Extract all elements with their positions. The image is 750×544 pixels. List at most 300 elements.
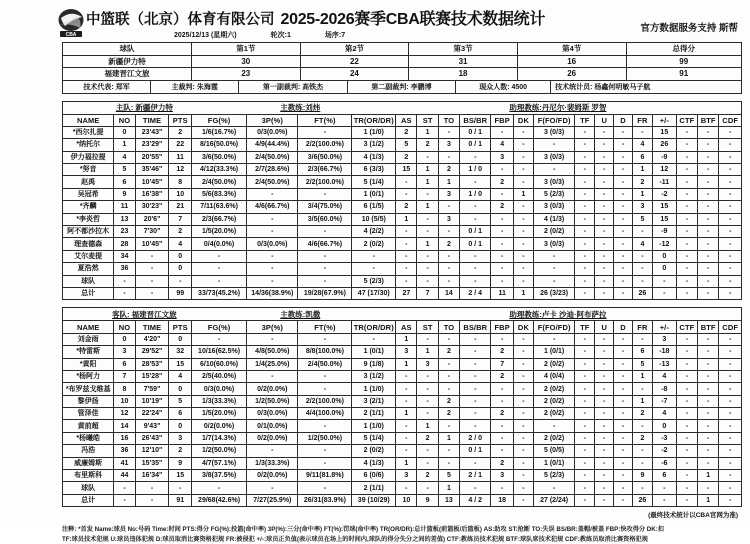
home-r8-bsbr: 0 / 1 xyxy=(460,226,491,238)
home-r8-fbp: - xyxy=(491,226,514,238)
away-r2-no: 6 xyxy=(114,358,135,370)
away-col-name: NAME xyxy=(63,321,114,333)
away-r2-u: - xyxy=(595,358,614,370)
away-r6-bsbr: - xyxy=(460,408,491,420)
table-row xyxy=(63,358,742,370)
home-r4-p3: 2/4(50.0%) xyxy=(247,176,298,188)
away-r7-cdf: - xyxy=(719,420,742,432)
away-r0-pts: 0 xyxy=(169,333,192,345)
home-r10-fg: - xyxy=(192,250,247,262)
away-r0-tr: - xyxy=(352,333,396,345)
away-r6-fbp: 2 xyxy=(491,408,514,420)
away-assistant-coach: 助理教练:卢卡 沙迪·阿布萨拉 xyxy=(509,309,607,319)
home-r1-fr: 4 xyxy=(632,139,652,151)
away-r5-to: 2 xyxy=(438,395,459,407)
away-r8-tf: - xyxy=(575,432,595,444)
away-r2-fr: 5 xyxy=(632,358,652,370)
away-r4-no: 8 xyxy=(114,383,135,395)
away-r12-fr: - xyxy=(632,482,652,494)
away-r13-fg: 29/68(42.6%) xyxy=(192,494,247,506)
score-col-q2: 第2节 xyxy=(300,43,409,56)
away-r3-pts: 4 xyxy=(169,370,192,382)
away-r11-fbp: 3 xyxy=(491,470,514,482)
home-r7-bsbr: - xyxy=(460,213,491,225)
away-r6-btf: - xyxy=(698,408,719,420)
home-r1-time: 23'29" xyxy=(135,139,169,151)
home-r5-cdf: - xyxy=(719,188,742,200)
home-r9-fg: 0/4(0.0%) xyxy=(192,238,247,250)
away-r6-st: - xyxy=(417,408,438,420)
home-r0-time: 23'43" xyxy=(135,126,169,138)
away-r0-fbp: - xyxy=(491,333,514,345)
home-head-coach: 主教练:刘炜 xyxy=(280,103,321,112)
away-r5-f: 2 (0/2) xyxy=(533,395,574,407)
away-r5-name: 黎伊扬 xyxy=(63,395,114,407)
home-r9-time: 10'45" xyxy=(135,238,169,250)
home-r12-ctf: - xyxy=(676,275,697,287)
home-r7-fbp: - xyxy=(491,213,514,225)
home-r7-ctf: - xyxy=(676,213,697,225)
away-r4-to: - xyxy=(438,383,459,395)
home-q4: 16 xyxy=(517,55,626,68)
home-r10-d: - xyxy=(614,250,633,262)
home-col-tf: TF xyxy=(575,114,595,126)
away-r7-fbp: - xyxy=(491,420,514,432)
home-total: 99 xyxy=(626,55,742,68)
home-team-name: 新疆伊力特 xyxy=(63,55,192,68)
home-r3-as: 15 xyxy=(396,164,417,176)
away-r0-d: - xyxy=(614,333,633,345)
home-r11-time: - xyxy=(135,263,169,275)
away-r6-name: 管泽佳 xyxy=(63,408,114,420)
official-umpire-1: 第一副裁判: 高铁杰 xyxy=(239,81,347,93)
away-r10-f: 1 (0/1) xyxy=(533,457,574,469)
home-r1-ctf: - xyxy=(676,139,697,151)
home-r8-name: 阿不都沙拉木 xyxy=(63,226,114,238)
away-r5-cdf: - xyxy=(719,395,742,407)
table-row xyxy=(63,151,742,163)
away-r10-ctf: - xyxy=(676,457,697,469)
home-r8-to: - xyxy=(438,226,459,238)
home-r2-fbp: 3 xyxy=(491,151,514,163)
away-r9-d: - xyxy=(614,445,633,457)
home-r6-tr: 6 (1/5) xyxy=(352,201,396,213)
home-r9-u: - xyxy=(595,238,614,250)
away-head-coach: 主教练:凯撒 xyxy=(280,309,321,319)
home-r4-st: 1 xyxy=(417,176,438,188)
away-r0-time: 4'20" xyxy=(135,333,169,345)
home-r8-tf: - xyxy=(575,226,595,238)
away-r12-no: - xyxy=(114,482,135,494)
away-r6-to: 2 xyxy=(438,408,459,420)
away-r7-time: 9'43" xyxy=(135,420,169,432)
away-r3-time: 15'28" xyxy=(135,370,169,382)
table-row xyxy=(63,432,742,444)
table-row xyxy=(63,188,742,200)
home-r6-btf: - xyxy=(698,201,719,213)
home-r6-p3: 4/6(66.7%) xyxy=(247,201,298,213)
away-r10-to: - xyxy=(438,457,459,469)
away-r13-cdf: - xyxy=(719,494,742,506)
home-r5-as: - xyxy=(396,188,417,200)
home-r3-pm: 12 xyxy=(652,164,676,176)
home-col-no: NO xyxy=(114,114,135,126)
score-summary-section xyxy=(0,42,750,94)
away-r10-tr: 4 (1/3) xyxy=(352,457,396,469)
home-r4-fbp: 2 xyxy=(491,176,514,188)
away-r7-btf: - xyxy=(698,420,719,432)
away-r11-u: - xyxy=(595,470,614,482)
home-r3-d: - xyxy=(614,164,633,176)
home-col-3p: 3P(%) xyxy=(247,114,298,126)
home-r6-tf: - xyxy=(575,201,595,213)
home-r7-pts: 7 xyxy=(169,213,192,225)
away-col-ctf: CTF xyxy=(676,321,697,333)
away-r5-dk: - xyxy=(513,395,533,407)
away-r11-bsbr: 2 / 1 xyxy=(460,470,491,482)
away-r1-pm: -18 xyxy=(652,346,676,358)
home-r3-fg: 4/12(33.3%) xyxy=(192,164,247,176)
home-r11-btf: - xyxy=(698,263,719,275)
away-r3-tf: - xyxy=(575,370,595,382)
home-r8-dk: - xyxy=(513,226,533,238)
home-col-ctf: CTF xyxy=(676,114,697,126)
home-r0-pts: 2 xyxy=(169,126,192,138)
away-r7-name: 黄前超 xyxy=(63,420,114,432)
home-r0-u: - xyxy=(595,126,614,138)
away-r11-ft: 9/11(81.8%) xyxy=(298,470,352,482)
table-row xyxy=(63,333,742,345)
home-r12-st: - xyxy=(417,275,438,287)
home-r10-btf: - xyxy=(698,250,719,262)
away-r13-tf: - xyxy=(575,494,595,506)
away-r9-bsbr: 0 / 1 xyxy=(460,445,491,457)
home-r6-pm: 15 xyxy=(652,201,676,213)
away-r11-fr: 9 xyxy=(632,470,652,482)
away-r13-pm: - xyxy=(652,494,676,506)
away-r3-p3: - xyxy=(247,370,298,382)
away-r7-p3: 0/1(0.0%) xyxy=(247,420,298,432)
home-r5-pm: -2 xyxy=(652,188,676,200)
away-r11-dk: - xyxy=(513,470,533,482)
home-r0-btf: - xyxy=(698,126,719,138)
home-r9-tr: 2 (0/2) xyxy=(352,238,396,250)
home-r8-no: 23 xyxy=(114,226,135,238)
away-r5-p3: 1/2(50.0%) xyxy=(247,395,298,407)
home-r9-p3: 0/3(0.0%) xyxy=(247,238,298,250)
away-r0-as: 1 xyxy=(396,333,417,345)
home-r10-name: 艾尔麦提 xyxy=(63,250,114,262)
home-r1-no: 1 xyxy=(114,139,135,151)
home-r9-tf: - xyxy=(575,238,595,250)
home-r8-p3: - xyxy=(247,226,298,238)
home-r5-dk: 1 xyxy=(513,188,533,200)
home-assistant-coach: 助理教练:丹尼尔·裴姆斯 罗智 xyxy=(509,103,607,112)
away-r0-u: - xyxy=(595,333,614,345)
away-r4-fbp: - xyxy=(491,383,514,395)
table-row xyxy=(63,201,742,213)
away-r7-st: 1 xyxy=(417,420,438,432)
home-r4-to: 1 xyxy=(438,176,459,188)
home-r11-tr: - xyxy=(352,263,396,275)
home-r4-pm: -11 xyxy=(652,176,676,188)
home-r13-p3: 14/36(38.9%) xyxy=(247,287,298,299)
home-r9-d: - xyxy=(614,238,633,250)
home-r10-st: - xyxy=(417,250,438,262)
away-r2-bsbr: - xyxy=(460,358,491,370)
home-r0-tr: 1 (1/0) xyxy=(352,126,396,138)
home-r7-fg: 2/3(66.7%) xyxy=(192,213,247,225)
away-r6-as: 1 xyxy=(396,408,417,420)
away-r3-ft: - xyxy=(298,370,352,382)
home-r11-as: - xyxy=(396,263,417,275)
away-r4-tr: 1 (1/0) xyxy=(352,383,396,395)
home-r12-tr: 5 (2/3) xyxy=(352,275,396,287)
home-r0-fr: - xyxy=(632,126,652,138)
home-r11-dk: - xyxy=(513,263,533,275)
home-r10-u: - xyxy=(595,250,614,262)
home-team-label: 主队: 新疆伊力特 xyxy=(115,103,173,112)
away-r2-p3: 1/4(25.0%) xyxy=(247,358,298,370)
away-r1-name: *特雷斯 xyxy=(63,346,114,358)
home-r4-name: 赵禹 xyxy=(63,176,114,188)
home-r7-ft: 3/5(60.0%) xyxy=(298,213,352,225)
home-r4-tf: - xyxy=(575,176,595,188)
home-r2-btf: - xyxy=(698,151,719,163)
away-r2-f: 2 (0/2) xyxy=(533,358,574,370)
home-r7-u: - xyxy=(595,213,614,225)
away-r13-time: - xyxy=(135,494,169,506)
away-r5-bsbr: - xyxy=(460,395,491,407)
home-r4-pts: 8 xyxy=(169,176,192,188)
home-r7-st: - xyxy=(417,213,438,225)
away-r5-fr: 1 xyxy=(632,395,652,407)
home-col-btf: BTF xyxy=(698,114,719,126)
away-r1-ctf: - xyxy=(676,346,697,358)
home-r2-ft: 3/6(50.0%) xyxy=(298,151,352,163)
table-row xyxy=(63,176,742,188)
away-r3-btf: - xyxy=(698,370,719,382)
home-r8-fg: 1/5(20.0%) xyxy=(192,226,247,238)
away-r10-time: 15'35" xyxy=(135,457,169,469)
home-r7-tr: 10 (5/5) xyxy=(352,213,396,225)
home-col-cdf: CDF xyxy=(719,114,742,126)
away-col-: +/- xyxy=(652,321,676,333)
home-col-fr: FR xyxy=(632,114,652,126)
home-r7-name: *李炎哲 xyxy=(63,213,114,225)
away-r6-p3: 0/3(0.0%) xyxy=(247,408,298,420)
home-r13-tf: - xyxy=(575,287,595,299)
away-r9-f: 5 (0/5) xyxy=(533,445,574,457)
away-r6-u: - xyxy=(595,408,614,420)
home-r5-d: - xyxy=(614,188,633,200)
home-r11-to: - xyxy=(438,263,459,275)
home-r8-pm: -9 xyxy=(652,226,676,238)
away-r2-time: 28'53" xyxy=(135,358,169,370)
away-r10-name: 威廉姆斯 xyxy=(63,457,114,469)
official-umpire-2: 第二副裁判: 李鹏博 xyxy=(348,81,456,93)
away-r10-pm: -6 xyxy=(652,457,676,469)
home-r13-d: - xyxy=(614,287,633,299)
away-r1-p3: 4/8(50.0%) xyxy=(247,346,298,358)
away-q4: 26 xyxy=(517,68,626,81)
away-box-table xyxy=(62,320,742,507)
home-r6-fr: 3 xyxy=(632,201,652,213)
home-r4-no: 6 xyxy=(114,176,135,188)
away-r13-st: 9 xyxy=(417,494,438,506)
away-r10-p3: 1/3(33.3%) xyxy=(247,457,298,469)
home-r12-pm: - xyxy=(652,275,676,287)
home-col-as: AS xyxy=(396,114,417,126)
home-r1-u: - xyxy=(595,139,614,151)
away-r10-fg: 4/7(57.1%) xyxy=(192,457,247,469)
away-r13-f: 27 (2/24) xyxy=(533,494,574,506)
home-r2-as: 2 xyxy=(396,151,417,163)
away-r8-as: - xyxy=(396,432,417,444)
home-r4-bsbr: - xyxy=(460,176,491,188)
home-r5-ctf: - xyxy=(676,188,697,200)
away-r9-btf: - xyxy=(698,445,719,457)
away-r4-f: 2 (0/2) xyxy=(533,383,574,395)
home-r6-fg: 7/11(63.6%) xyxy=(192,201,247,213)
score-header-row xyxy=(63,43,742,56)
away-r0-pm: 3 xyxy=(652,333,676,345)
home-r0-ft: - xyxy=(298,126,352,138)
home-r0-fbp: - xyxy=(491,126,514,138)
away-r12-to: 1 xyxy=(438,482,459,494)
home-r8-fr: - xyxy=(632,226,652,238)
away-col-fr: FR xyxy=(632,321,652,333)
away-r8-bsbr: 2 / 0 xyxy=(460,432,491,444)
away-r6-pm: 4 xyxy=(652,408,676,420)
table-row xyxy=(63,275,742,287)
away-r7-ft: - xyxy=(298,420,352,432)
away-r13-p3: 7/27(25.9%) xyxy=(247,494,298,506)
home-r13-pts: 99 xyxy=(169,287,192,299)
home-r11-ctf: - xyxy=(676,263,697,275)
home-r5-btf: - xyxy=(698,188,719,200)
away-r1-dk: - xyxy=(513,346,533,358)
away-r12-pts: - xyxy=(169,482,192,494)
away-r0-fg: - xyxy=(192,333,247,345)
home-r13-ft: 19/28(67.9%) xyxy=(298,287,352,299)
away-r8-f: 2 (0/2) xyxy=(533,432,574,444)
home-r8-d: - xyxy=(614,226,633,238)
home-r1-pts: 22 xyxy=(169,139,192,151)
away-r9-as: - xyxy=(396,445,417,457)
home-r9-btf: - xyxy=(698,238,719,250)
home-r12-name: 球队 xyxy=(63,275,114,287)
home-r11-p3: - xyxy=(247,263,298,275)
home-r0-f: 3 (0/3) xyxy=(533,126,574,138)
home-r12-to: - xyxy=(438,275,459,287)
home-r4-as: - xyxy=(396,176,417,188)
home-r2-fg: 3/6(50.0%) xyxy=(192,151,247,163)
away-r12-ft: - xyxy=(298,482,352,494)
away-r0-fr: - xyxy=(632,333,652,345)
footnote-line-2: TF:球员技术犯规 U:球员违体犯规 D:球员取消比赛资格犯规 FR:被侵犯 +/-:球员正负值(表示球员在场上的时间内,球队的得分失分之间的差值) CTF:教练员技术犯规 BTF:球队席技术犯规 CDF:教练员取消比赛资格犯规 xyxy=(62,535,648,543)
home-r2-to: - xyxy=(438,151,459,163)
home-r3-no: 5 xyxy=(114,164,135,176)
away-r13-pts: 91 xyxy=(169,494,192,506)
home-r3-ctf: - xyxy=(676,164,697,176)
home-col-bsbr: BS/BR xyxy=(460,114,491,126)
away-r2-ft: 2/4(50.0%) xyxy=(298,358,352,370)
away-r12-pm: - xyxy=(652,482,676,494)
home-r8-ctf: - xyxy=(676,226,697,238)
home-r4-f: 3 (0/3) xyxy=(533,176,574,188)
away-r11-btf: 1 xyxy=(698,470,719,482)
away-r2-as: 1 xyxy=(396,358,417,370)
away-r8-no: 16 xyxy=(114,432,135,444)
home-r9-as: - xyxy=(396,238,417,250)
away-r12-st: - xyxy=(417,482,438,494)
away-col-tf: TF xyxy=(575,321,595,333)
home-r3-tf: - xyxy=(575,164,595,176)
home-r3-bsbr: 1 / 0 xyxy=(460,164,491,176)
away-r5-btf: - xyxy=(698,395,719,407)
away-r2-ctf: - xyxy=(676,358,697,370)
away-r10-st: - xyxy=(417,457,438,469)
home-r6-cdf: - xyxy=(719,201,742,213)
home-col-trordr: TR(OR/DR) xyxy=(353,115,394,125)
away-r11-ctf: - xyxy=(676,470,697,482)
home-r9-to: 2 xyxy=(438,238,459,250)
away-r7-pts: 0 xyxy=(169,420,192,432)
away-r5-pts: 5 xyxy=(169,395,192,407)
away-r12-time: - xyxy=(135,482,169,494)
home-r8-ft: - xyxy=(298,226,352,238)
home-r7-f: 4 (1/3) xyxy=(533,213,574,225)
away-r6-tf: - xyxy=(575,408,595,420)
home-r5-ft: - xyxy=(298,188,352,200)
away-r7-pm: 0 xyxy=(652,420,676,432)
away-r12-d: - xyxy=(614,482,633,494)
home-r12-fg: - xyxy=(192,275,247,287)
home-r7-btf: - xyxy=(698,213,719,225)
away-r3-to: - xyxy=(438,370,459,382)
home-r5-name: 吴冠希 xyxy=(63,188,114,200)
home-r3-tr: 6 (3/3) xyxy=(352,164,396,176)
home-r13-btf: - xyxy=(698,287,719,299)
home-r13-ctf: - xyxy=(676,287,697,299)
away-r2-d: - xyxy=(614,358,633,370)
table-row xyxy=(63,126,742,138)
home-r2-time: 20'55" xyxy=(135,151,169,163)
home-r6-u: - xyxy=(595,201,614,213)
away-r13-btf: 1 xyxy=(698,494,719,506)
home-r6-st: 1 xyxy=(417,201,438,213)
home-r10-time: - xyxy=(135,250,169,262)
away-r4-btf: - xyxy=(698,383,719,395)
table-row xyxy=(63,395,742,407)
home-r2-p3: 2/4(50.0%) xyxy=(247,151,298,163)
away-team-label: 客队: 福建晋江文旅 xyxy=(112,309,177,319)
away-box-header-row xyxy=(63,321,742,333)
home-r1-pm: 26 xyxy=(652,139,676,151)
away-r5-d: - xyxy=(614,395,633,407)
home-r1-cdf: - xyxy=(719,139,742,151)
home-r12-tf: - xyxy=(575,275,595,287)
table-row xyxy=(63,408,742,420)
away-r13-ctf: - xyxy=(676,494,697,506)
away-box-body xyxy=(63,333,742,506)
home-r6-to: - xyxy=(438,201,459,213)
home-r4-dk: - xyxy=(513,176,533,188)
table-row xyxy=(63,445,742,457)
away-r9-cdf: - xyxy=(719,445,742,457)
home-r1-d: - xyxy=(614,139,633,151)
